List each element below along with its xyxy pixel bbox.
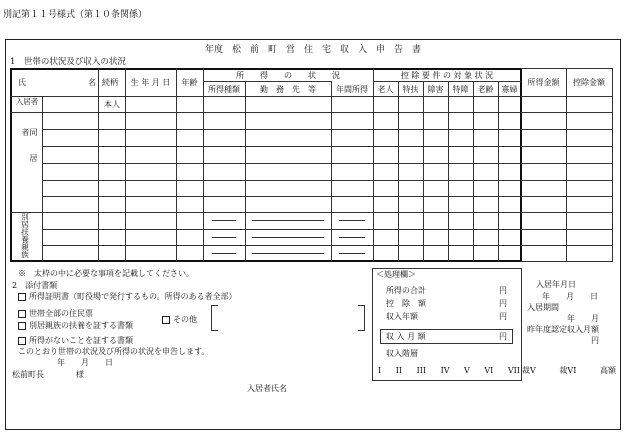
attach-item1: 所得証明書（町役場で発行するもの。所得のある者全部） [18,293,237,301]
note-star: ※ 太枠の中に必要な事項を記載してください。 [18,269,194,278]
proc-income-class: 収入階層 [386,349,418,358]
attach-item4: 所得がないことを証する書類 [18,337,133,345]
proc-total-income-yen: 円 [499,286,507,295]
col-elderly: 老人 [377,85,394,94]
last-year-income-yen: 円 [591,336,599,345]
class-5[interactable]: V [464,366,470,375]
col-name-left: 氏 [18,78,26,87]
form-title: 年度 松 前 町 営 住 宅 収 入 申 告 書 [204,45,421,55]
checkbox-income-certificate[interactable] [18,293,26,301]
row-separate-label: 別居扶養親族 [20,213,30,258]
move-in-date-label: 入居年月日 [536,280,576,289]
class-high[interactable]: 高額 [600,366,616,375]
processing-box [372,268,522,381]
checkbox-other[interactable] [162,316,170,324]
proc-monthly-income-yen: 円 [499,332,507,341]
processing-title: ＜処理欄＞ [376,270,416,279]
proc-monthly-income: 収 入 月 額 [386,332,426,341]
col-disabled: 障害 [427,85,444,94]
other-input[interactable] [220,305,354,329]
attach-item2: 世帯全部の住民票 [18,310,93,318]
class-1[interactable]: I [378,366,382,375]
col-workplace: 勤 務 先 等 [260,85,316,94]
class-7[interactable]: VII [507,366,520,375]
proc-annual-income-yen: 円 [499,312,507,321]
period-label: 入居期間 [527,303,559,312]
last-year-income-label: 昨年度認定収入月額 [527,325,599,334]
deduction-group-header: 控 除 要 件 の 対 象 状 況 [400,71,494,80]
class-4[interactable]: IV [440,366,450,375]
proc-deduction-yen: 円 [499,299,507,308]
proc-deduction: 控 除 額 [386,299,426,308]
col-relation: 続柄 [102,78,118,87]
income-class-list [378,367,520,375]
class-2[interactable]: II [395,366,403,375]
col-special-dependent: 特扶 [402,85,419,94]
col-name-right: 名 [88,78,96,87]
main-table-thick-frame [10,68,522,262]
form-number-label: 別記第１１号様式（第１０条関係） [3,10,148,20]
period-value: 年 月 [567,314,599,323]
applicant-name-label: 入居者氏名 [247,384,287,393]
proc-annual-income: 収入年額 [386,312,418,321]
addressee: 松前町長 様 [12,370,84,379]
col-special-disabled: 特障 [452,85,469,94]
attach-item3: 別居親族の扶養を証する書類 [18,322,133,330]
checkbox-dependent-proof[interactable] [18,322,26,330]
checkbox-no-income-proof[interactable] [18,337,26,345]
col-deduction-amount: 控除金額 [573,78,605,87]
col-birthdate: 生 年 月 日 [130,78,171,87]
col-income-type: 所得種類 [208,85,240,94]
col-total-income: 所得金額 [527,78,560,87]
class-3[interactable]: III [416,366,427,375]
income-class-list-2 [522,367,616,375]
section1-title: 1 世帯の状況及び収入の状況 [10,57,126,67]
class-6[interactable]: VI [484,366,494,375]
col-widow: 寡婦 [501,85,518,94]
declaration-date: 年 月 日 [57,358,113,367]
declaration-text: このとおり世帯の状況及び所得の状況を申告します。 [18,347,210,356]
checkbox-resident-record[interactable] [18,310,26,318]
income-group-header: 所 得 の 状 況 [236,71,340,80]
row-resident-label: 入居者 [15,97,39,106]
class-discretion-5[interactable]: 裁V [522,366,536,375]
col-aged: 老齢 [477,85,494,94]
col-age: 年齢 [181,78,198,87]
row-cohabitant-label: 同居者 [21,128,38,180]
class-discretion-6[interactable]: 裁VI [559,366,577,375]
col-annual-income: 年間所得 [336,85,368,94]
section2-title: 2 添付書類 [12,281,58,290]
other-bracket-right [358,305,365,331]
other-bracket-left [211,305,218,331]
attach-other: その他 [162,316,197,324]
move-in-date-value: 年 月 日 [542,292,598,301]
resident-relation: 本人 [104,100,120,109]
proc-total-income: 所得の合計 [386,286,426,295]
